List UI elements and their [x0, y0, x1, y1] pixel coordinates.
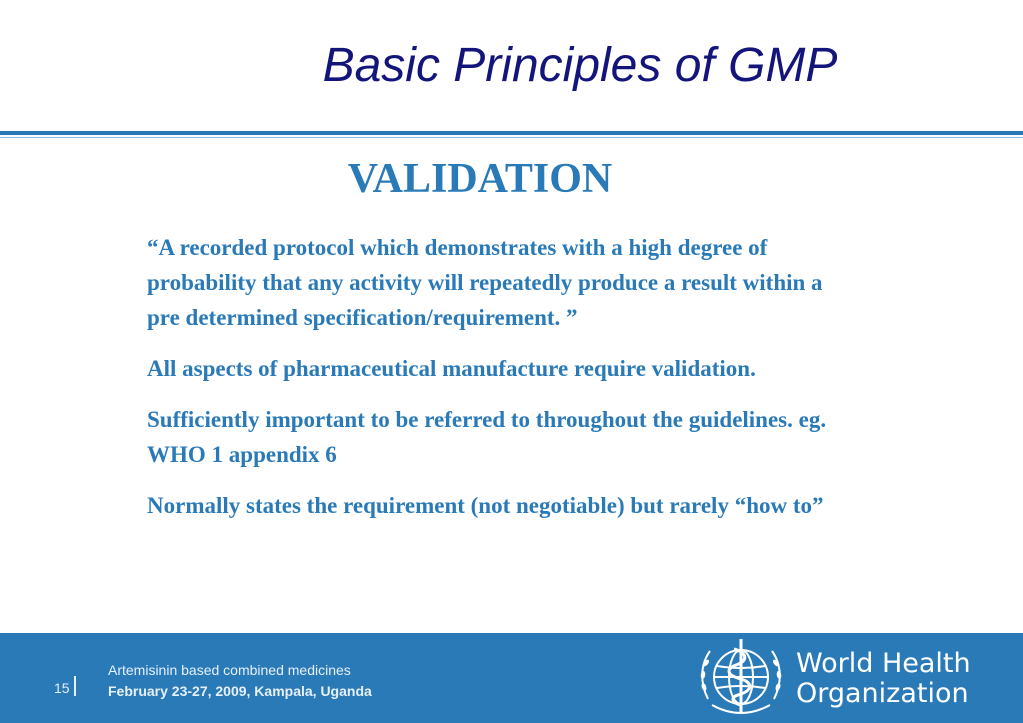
- org-name: [796, 649, 971, 709]
- slide-title: Basic Principles of GMP: [322, 39, 838, 92]
- body-paragraph: Sufficiently important to be referred to throughout the guidelines. eg. WHO 1 appendix 6: [147, 407, 827, 467]
- footer-bar: [0, 633, 1023, 723]
- footer-separator: [74, 676, 76, 696]
- org-name-line1: World Health: [796, 648, 971, 679]
- body-paragraph: Normally states the requirement (not negotiable) but rarely “how to”: [147, 493, 824, 518]
- event-title: Artemisinin based combined medicines: [108, 662, 351, 678]
- org-name-line2: Organization: [796, 678, 969, 709]
- body-paragraph: All aspects of pharmaceutical manufacture require validation.: [147, 356, 756, 381]
- title-divider: [0, 131, 1023, 135]
- section-heading: VALIDATION: [347, 156, 613, 202]
- title-divider-thin: [0, 137, 1023, 138]
- definition-paragraph: “A recorded protocol which demonstrates with a high degree of probability that any activity will repeatedly produce a result within a pre determined specification/requirement. ”: [147, 235, 823, 330]
- slide-number: 15: [54, 680, 70, 696]
- event-date-location: February 23-27, 2009, Kampala, Uganda: [108, 683, 372, 699]
- who-emblem-icon: [694, 635, 788, 721]
- body-content: [147, 230, 827, 539]
